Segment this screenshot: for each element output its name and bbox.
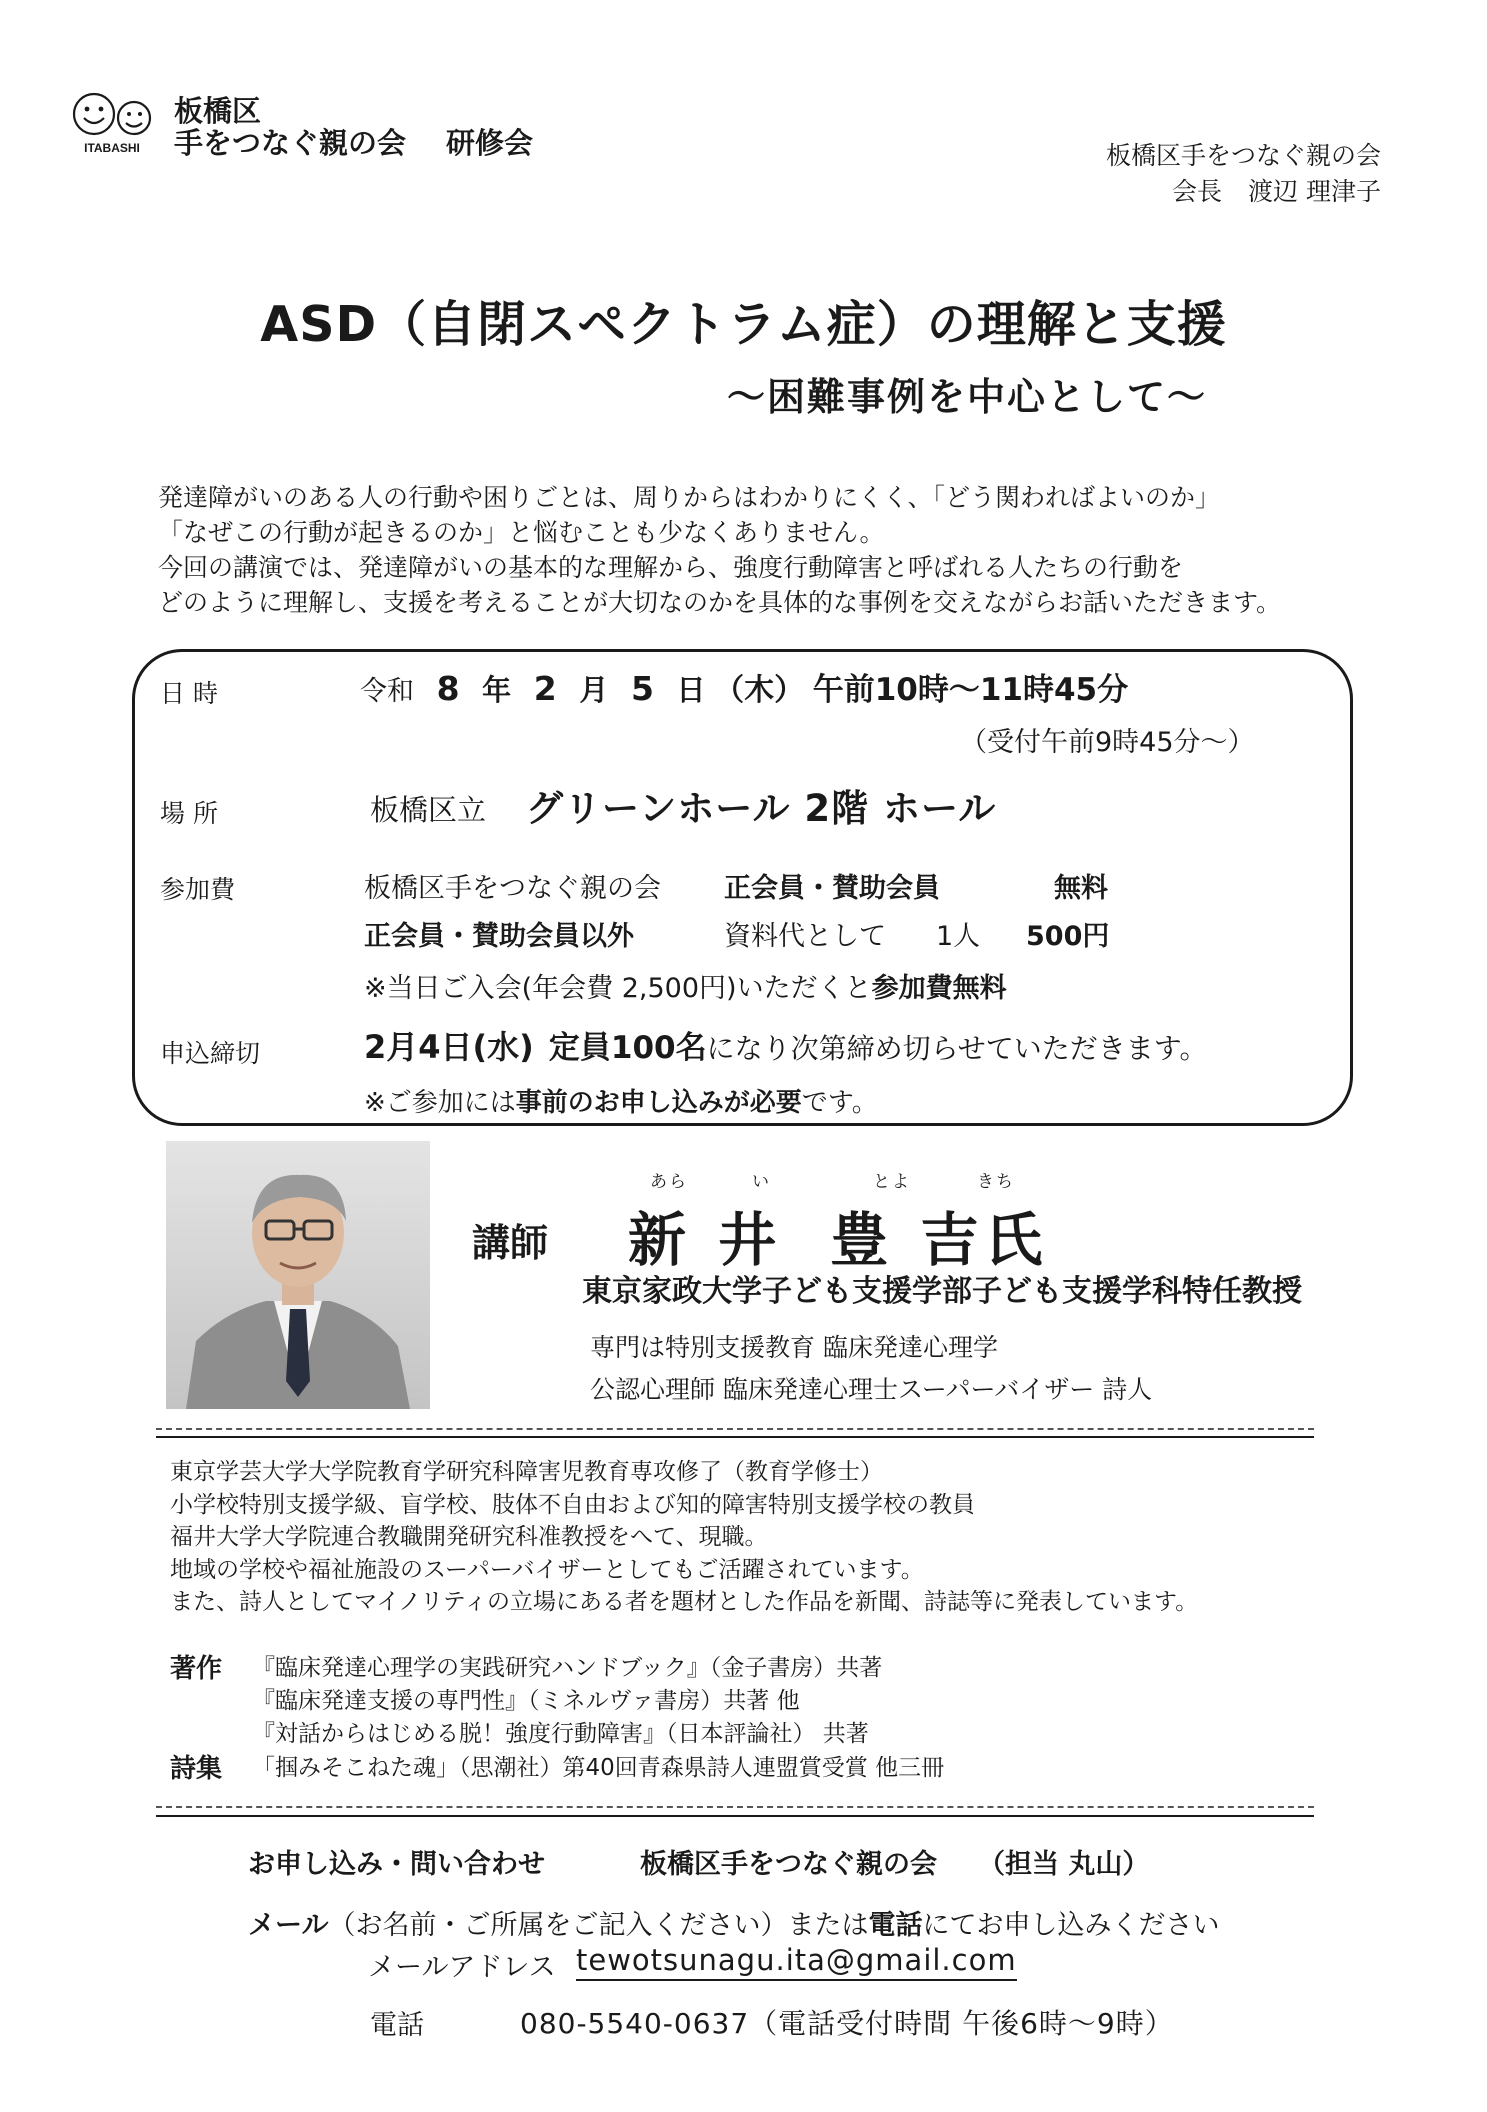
page-title: ASD（自閉スペクトラム症）の理解と支援	[260, 296, 1227, 353]
event-date	[360, 664, 1128, 709]
fee-per: 1人	[936, 921, 981, 952]
lecturer-qualifications: 公認心理師 臨床発達心理士スーパーバイザー 詩人	[590, 1375, 1153, 1404]
apply-instructions	[248, 1903, 1219, 1942]
deadline-capacity: 定員100名	[548, 1030, 707, 1066]
fee-amount: 500円	[1026, 921, 1110, 952]
presenter-line	[1172, 172, 1381, 208]
lecturer-bio	[170, 1456, 1198, 1619]
date-label: 日 時	[160, 679, 218, 708]
fee-material: 資料代として	[724, 921, 886, 952]
deadline-note-b: 事前のお申し込みが必要	[515, 1088, 802, 1118]
fee-members: 正会員・賛助会員	[724, 873, 940, 904]
org-ward: 板橋区	[174, 94, 262, 128]
intro-line: どのように理解し、支援を考えることが大切なのかを具体的な事例を交えながらお話いただきます。	[158, 588, 1282, 617]
fee-nonmembers: 正会員・賛助会員以外	[364, 921, 634, 952]
works-item: 『臨床発達心理学の実践研究ハンドブック』（金子書房）共著	[252, 1655, 883, 1681]
org-name-line	[174, 126, 533, 160]
date-month: 2	[533, 669, 557, 708]
presenter-role: 会長	[1172, 177, 1223, 206]
tel-label: 電話	[370, 2010, 424, 2041]
divider	[156, 1815, 1314, 1817]
date-weekday: （木）	[714, 673, 805, 708]
divider	[156, 1428, 1314, 1430]
place-label: 場 所	[160, 799, 218, 828]
lecturer-label: 講師	[472, 1221, 549, 1265]
deadline-text: になり次第締め切らせていただきます。	[706, 1032, 1208, 1065]
lecturer-title: 東京家政大学子ども支援学部子ども支援学科特任教授	[582, 1274, 1302, 1309]
tel-number: 080-5540-0637（電話受付時間 午後6時～9時）	[520, 2007, 1174, 2040]
presenter-name: 渡辺 理津子	[1248, 177, 1381, 206]
fee-note-emph: 参加費無料	[871, 973, 1007, 1004]
divider	[156, 1806, 1314, 1808]
bio-line: また、詩人としてマイノリティの立場にある者を題材とした作品を新聞、詩誌等に発表しています。	[170, 1589, 1199, 1615]
bio-line: 小学校特別支援学級、盲学校、肢体不自由および知的障害特別支援学校の教員	[170, 1491, 975, 1518]
lecturer-family-name: 新 井	[628, 1206, 783, 1274]
apply-text: にてお申し込みください	[922, 1910, 1220, 1941]
date-day-unit: 日	[676, 673, 706, 707]
place-prefix: 板橋区立	[370, 793, 487, 827]
contact-person: （担当 丸山）	[978, 1849, 1150, 1880]
intro-line: 「なぜこの行動が起きるのか」と悩むことも少なくありません。	[158, 518, 885, 547]
date-year: 8	[436, 669, 460, 708]
divider	[156, 1436, 1314, 1438]
tel-word: 電話	[868, 1910, 923, 1941]
name-ruby: きち	[977, 1172, 1015, 1192]
name-ruby: あら	[650, 1172, 688, 1192]
org-logo	[66, 86, 158, 156]
bio-line: 東京学芸大学大学院教育学研究科障害児教育専攻修了（教育学修士）	[170, 1459, 883, 1485]
email-address-link[interactable]: tewotsunagu.ita@gmail.com	[576, 1943, 1017, 1981]
presenter-org: 板橋区手をつなぐ親の会	[1105, 141, 1381, 170]
lecturer-photo	[166, 1141, 430, 1409]
fee-org: 板橋区手をつなぐ親の会	[364, 873, 661, 904]
intro-line: 今回の講演では、発達障がいの基本的な理解から、強度行動障害と呼ばれる人たちの行動を	[158, 553, 1184, 582]
date-era: 令和	[360, 676, 414, 707]
lecturer-given-name: 豊 吉氏	[830, 1206, 1049, 1274]
contact-heading: お申し込み・問い合わせ	[248, 1849, 545, 1880]
deadline-note-c: です。	[801, 1088, 878, 1118]
deadline-label: 申込締切	[160, 1039, 261, 1068]
lecturer-name	[628, 1193, 1048, 1277]
deadline-date: 2月4日(水)	[364, 1028, 534, 1066]
deadline-note-a: ※ご参加には	[364, 1088, 516, 1118]
intro-paragraph	[158, 480, 1398, 620]
org-name: 手をつなぐ親の会	[174, 126, 407, 160]
svg-text:ITABASHI: ITABASHI	[84, 141, 140, 155]
works-item: 『臨床発達支援の専門性』（ミネルヴァ書房）共著 他	[252, 1688, 800, 1714]
works-item: 『対話からはじめる脱！強度行動障害』（日本評論社） 共著	[252, 1721, 869, 1747]
place-name: グリーンホール 2階 ホール	[526, 787, 997, 830]
page-subtitle: ～困難事例を中心として～	[727, 375, 1208, 419]
date-year-unit: 年	[482, 673, 512, 707]
poems-item: 「掴みそこねた魂」（思潮社）第40回青森県詩人連盟賞受賞 他三冊	[252, 1755, 945, 1781]
date-month-unit: 月	[579, 673, 609, 707]
fee-free: 無料	[1054, 873, 1108, 904]
date-day: 5	[630, 669, 654, 708]
deadline-note	[364, 1082, 878, 1119]
bio-line: 地域の学校や福祉施設のスーパーバイザーとしてもご活躍されています。	[170, 1556, 924, 1583]
name-ruby: とよ	[873, 1172, 911, 1192]
contact-org: 板橋区手をつなぐ親の会	[640, 1849, 937, 1880]
mail-note: （お名前・ご所属をご記入ください）または	[328, 1910, 869, 1941]
mail-word: メール	[248, 1910, 329, 1941]
deadline-line	[364, 1022, 1208, 1068]
fee-label: 参加費	[160, 875, 236, 904]
intro-line: 発達障がいのある人の行動や困りごとは、周りからはわかりにくく、「どう関わればよいのか」	[158, 483, 1221, 512]
name-ruby: い	[752, 1172, 771, 1192]
event-time: 午前10時～11時45分	[812, 672, 1129, 708]
email-label: メールアドレス	[368, 1952, 556, 1983]
event-type: 研修会	[446, 126, 534, 160]
fee-note-text: ※当日ご入会(年会費 2,500円)いただくと	[364, 973, 872, 1004]
fee-note	[364, 966, 1007, 1005]
reception-time: （受付午前9時45分～）	[960, 727, 1255, 758]
lecturer-specialty: 専門は特別支援教育 臨床発達心理学	[590, 1333, 998, 1362]
bio-line: 福井大学大学院連合教職開発研究科准教授をへて、現職。	[170, 1524, 768, 1550]
works-label: 著作	[170, 1654, 223, 1684]
poems-label: 詩集	[170, 1754, 223, 1784]
